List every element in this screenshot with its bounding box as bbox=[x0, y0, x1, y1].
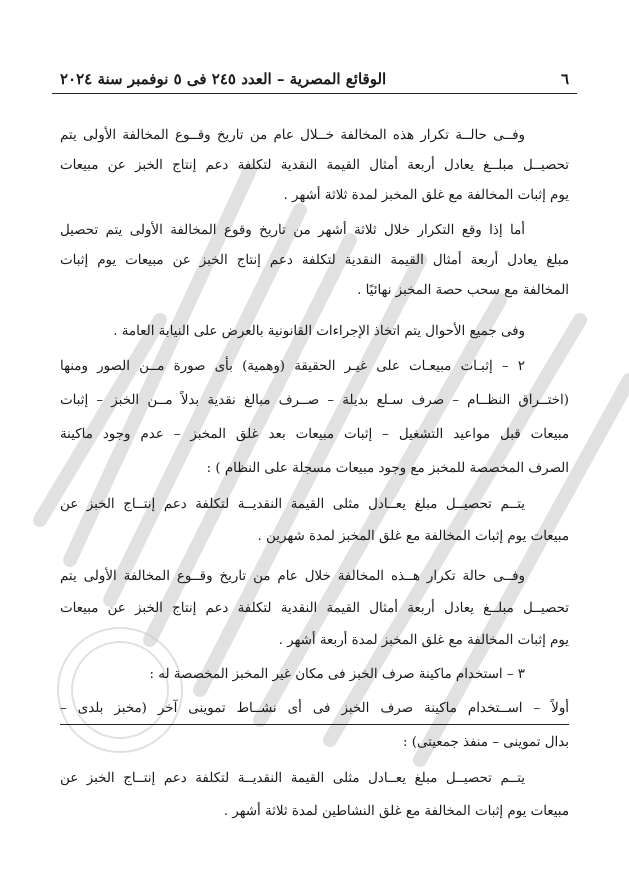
running-title: الوقائع المصرية – العدد ٢٤٥ فى ٥ نوفمبر سنة ٢٠٢٤ bbox=[60, 70, 387, 88]
text-line: الصرف المخصصة للمخبز مع وجود مبيعات مسجلة على النظام ) : bbox=[206, 461, 569, 476]
text-line: ٢ – إثبـات مبيعـات على غيـر الحقيقة (وهمية) بأى صورة مــن الصور ومنها bbox=[60, 359, 525, 374]
text-line: يتــم تحصيــل مبلغ يعــادل مثلى القيمة النقديــة لتكلفة دعم إنتــاج الخبز عن bbox=[60, 771, 525, 786]
text-line: يوم إثبات المخالفة مع غلق المخبز لمدة ثلاثة أشهر . bbox=[283, 188, 569, 203]
page-header bbox=[60, 66, 569, 92]
text-line: (اختــراق النظــام – صرف سـلع بديلة – صــرف مبالغ نقدية بدلاً مــن الخبز – إثبات bbox=[60, 393, 569, 408]
text-line: مبلغ يعادل أربعة أمثال القيمة النقدية لتكلفة دعم إنتاج الخبز عن مبيعات يوم إثبات bbox=[60, 253, 569, 268]
page-number: ٦ bbox=[560, 70, 569, 88]
text-line: يتــم تحصيــل مبلغ يعــادل مثلى القيمة النقديــة لتكلفة دعم إنتــاج الخبز عن bbox=[60, 497, 525, 512]
text-line: أما إذا وقع التكرار خلال ثلاثة أشهر من تاريخ وقوع المخالفة الأولى يتم تحصيل bbox=[60, 223, 525, 238]
text-line: بدال تموينى – منفذ جمعيتى) : bbox=[403, 735, 569, 750]
text-line: مبيعات يوم إثبات المخالفة مع غلق المخبز لمدة شهرين . bbox=[257, 529, 569, 544]
text-line: وفــى حالــة تكرار هذه المخالفة خــلال عام من تاريخ وقــوع المخالفة الأولى يتم bbox=[60, 128, 525, 143]
text-line: وفــى حالة تكرار هــذه المخالفة خلال عام من تاريخ وقــوع المخالفة الأولى يتم bbox=[60, 569, 525, 584]
text-line: مبيعات قبل مواعيد التشغيل – إثبات مبيعات بعد غلق المخبز – عدم وجود ماكينة bbox=[60, 427, 569, 442]
text-line: تحصيــل مبلــغ يعادل أربعة أمثال القيمة النقدية لتكلفة دعم إنتاج الخبز عن مبيعات bbox=[60, 601, 569, 616]
header-divider bbox=[52, 93, 577, 94]
text-line: ٣ – استخدام ماكينة صرف الخبز فى مكان غير المخبز المخصصة له : bbox=[149, 667, 525, 682]
text-line: تحصيــل مبلــغ يعادل أربعة أمثال القيمة النقدية لتكلفة دعم إنتاج الخبز عن مبيعات bbox=[60, 158, 569, 173]
text-line: يوم إثبات المخالفة مع غلق المخبز لمدة أربعة أشهر . bbox=[278, 633, 569, 648]
text-line: المخالفة مع سحب حصة المخبز نهائيًا . bbox=[357, 283, 569, 298]
text-line: أولاً – اســتخدام ماكينة صرف الخبز فى أى نشــاط تموينى آخر (مخبز بلدى – bbox=[60, 694, 569, 725]
text-line: وفى جميع الأحوال يتم اتخاذ الإجراءات القانونية بالعرض على النيابة العامة . bbox=[113, 324, 525, 339]
text-line: مبيعات يوم إثبات المخالفة مع غلق النشاطين لمدة ثلاثة أشهر . bbox=[223, 804, 569, 819]
